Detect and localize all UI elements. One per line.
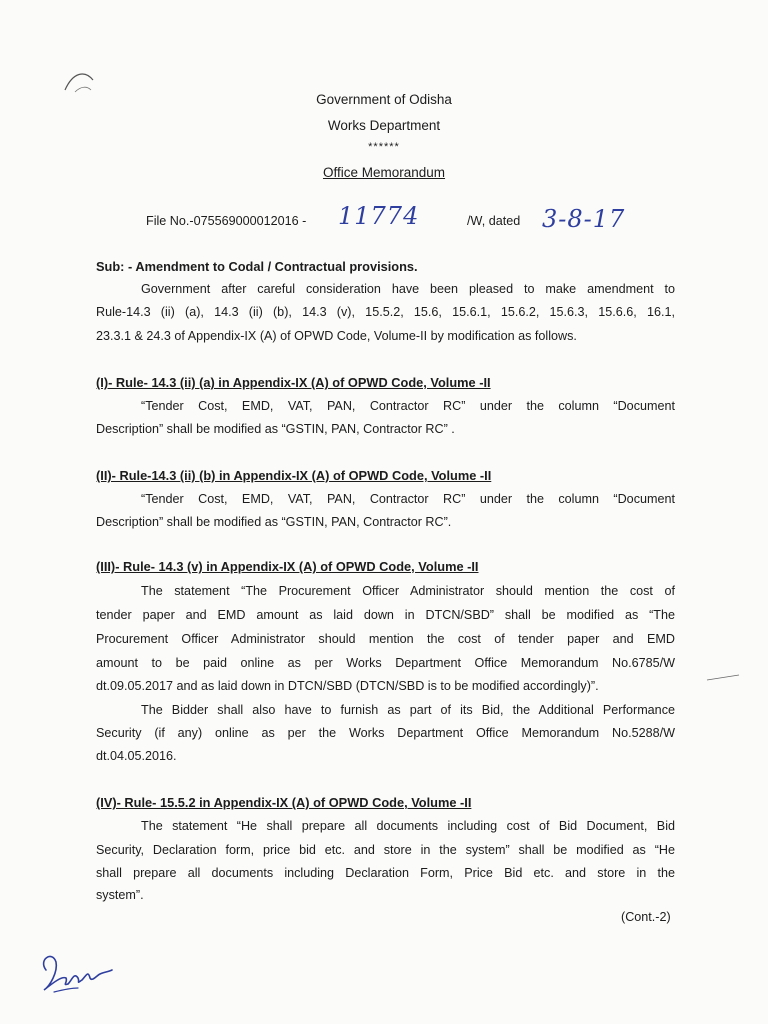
file-number-label: File No.-075569000012016 -: [146, 214, 307, 228]
section-3-line-2: tender paper and EMD amount as laid down in DTCN/SBD” shall be modified as “The: [96, 608, 675, 622]
section-4-line-1: The statement “He shall prepare all documents including cost of Bid Document, Bid: [141, 819, 675, 833]
section-3-line-5: dt.09.05.2017 and as laid down in DTCN/SBD (DTCN/SBD is to be modified accordingly)”.: [96, 679, 599, 693]
section-4-line-3: shall prepare all documents including Declaration Form, Price Bid etc. and store in the: [96, 866, 675, 880]
section-2-line-1: “Tender Cost, EMD, VAT, PAN, Contractor RC” under the column “Document: [141, 492, 675, 506]
section-3-line-6: The Bidder shall also have to furnish as part of its Bid, the Additional Performance: [141, 703, 675, 717]
section-1-heading: (I)- Rule- 14.3 (ii) (a) in Appendix-IX (A) of OPWD Code, Volume -II: [96, 375, 491, 390]
intro-line-2: Rule-14.3 (ii) (a), 14.3 (ii) (b), 14.3 (v), 15.5.2, 15.6, 15.6.1, 15.6.2, 15.6.3, 15.6.6, 16.1,: [96, 305, 675, 319]
section-4-line-2: Security, Declaration form, price bid etc. and store in the system” shall be modified as “He: [96, 843, 675, 857]
section-3-heading: (III)- Rule- 14.3 (v) in Appendix-IX (A) of OPWD Code, Volume -II: [96, 559, 479, 574]
continuation-note: (Cont.-2): [621, 910, 671, 924]
section-3-line-4: amount to be paid online as per Works Department Office Memorandum No.6785/W: [96, 656, 675, 670]
section-2-line-2: Description” shall be modified as “GSTIN, PAN, Contractor RC”.: [96, 515, 452, 529]
section-3-line-1: The statement “The Procurement Officer Administrator should mention the cost of: [141, 584, 675, 598]
subject-line: Sub: - Amendment to Codal / Contractual provisions.: [96, 259, 418, 274]
section-4-heading: (IV)- Rule- 15.5.2 in Appendix-IX (A) of OPWD Code, Volume -II: [96, 795, 472, 810]
margin-dash-mark: [705, 672, 745, 684]
section-1-line-1: “Tender Cost, EMD, VAT, PAN, Contractor RC” under the column “Document: [141, 399, 675, 413]
section-2-heading: (II)- Rule-14.3 (ii) (b) in Appendix-IX (A) of OPWD Code, Volume -II: [96, 468, 492, 483]
department-title: Works Department: [327, 118, 441, 133]
handwritten-signature: [32, 942, 142, 1002]
government-title: Government of Odisha: [316, 92, 452, 107]
dated-label: /W, dated: [467, 214, 521, 228]
section-3-line-7: Security (if any) online as per the Works Department Office Memorandum No.5288/W: [96, 726, 675, 740]
section-4-line-4: system”.: [96, 888, 144, 902]
handwritten-date: 3-8-17: [542, 205, 626, 233]
section-3-line-8: dt.04.05.2016.: [96, 749, 177, 763]
document-type-title: Office Memorandum: [322, 165, 446, 180]
section-3-line-3: Procurement Officer Administrator should mention the cost of tender paper and EMD: [96, 632, 675, 646]
separator-stars: ******: [368, 141, 400, 153]
handwritten-file-number: 11774: [338, 202, 420, 230]
intro-line-1: Government after careful consideration have been pleased to make amendment to: [141, 282, 675, 296]
intro-line-3: 23.3.1 & 24.3 of Appendix-IX (A) of OPWD Code, Volume-II by modification as follows.: [96, 329, 577, 343]
section-1-line-2: Description” shall be modified as “GSTIN, PAN, Contractor RC” .: [96, 422, 455, 436]
